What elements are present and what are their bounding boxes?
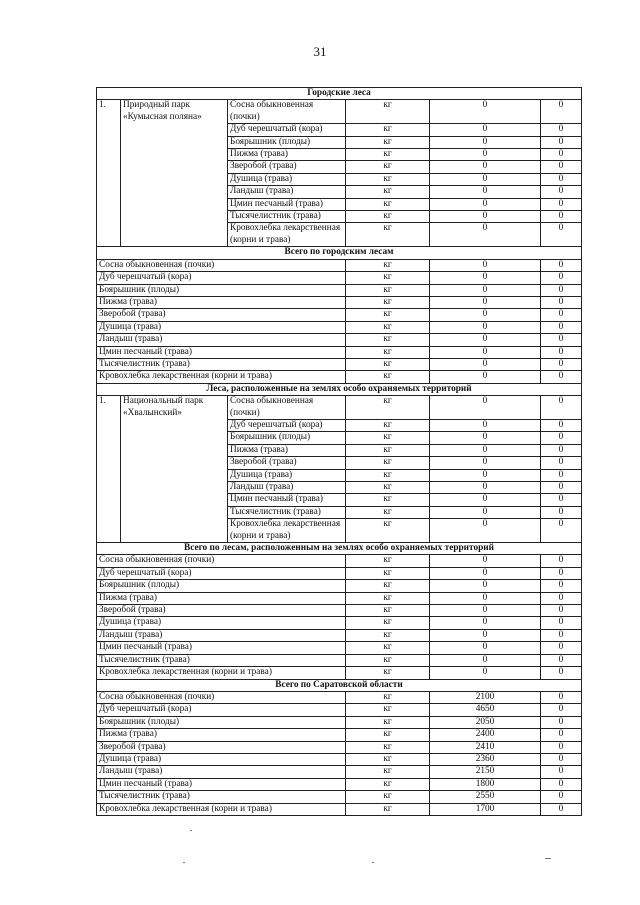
value-cell: 0 (541, 272, 582, 284)
value-cell: 0 (430, 642, 541, 654)
item-name: Боярышник (плоды) (228, 432, 346, 444)
item-name: Ландыш (трава) (97, 766, 346, 778)
table-row (97, 371, 582, 383)
value-cell: 0 (541, 444, 582, 456)
item-name: Дуб черешчатый (кора) (97, 272, 346, 284)
unit-cell: кг (346, 223, 430, 247)
item-name: Сосна обыкновенная (почки) (97, 691, 346, 703)
value-cell: 2050 (430, 716, 541, 728)
value-cell: 0 (541, 432, 582, 444)
item-name: Ландыш (трава) (97, 629, 346, 641)
value-cell: 2150 (430, 766, 541, 778)
unit-cell: кг (346, 198, 430, 210)
value-cell: 0 (541, 358, 582, 370)
table-row (97, 629, 582, 641)
unit-cell: кг (346, 729, 430, 741)
section-heading: Всего по городским лесам (97, 247, 582, 259)
value-cell: 0 (541, 396, 582, 420)
value-cell: 0 (430, 100, 541, 124)
park-name: Национальный парк «Хвалынский» (121, 396, 228, 543)
table-row (97, 766, 582, 778)
unit-cell: кг (346, 592, 430, 604)
value-cell: 0 (430, 432, 541, 444)
value-cell: 0 (541, 617, 582, 629)
value-cell: 0 (430, 494, 541, 506)
item-name: Зверобой (трава) (97, 605, 346, 617)
value-cell: 0 (541, 519, 582, 543)
item-name: Боярышник (плоды) (97, 284, 346, 296)
value-cell: 1700 (430, 803, 541, 815)
unit-cell: кг (346, 173, 430, 185)
item-name: Пижма (трава) (97, 592, 346, 604)
value-cell: 0 (430, 173, 541, 185)
table-row (97, 778, 582, 790)
section-heading-row (97, 383, 582, 395)
value-cell: 0 (430, 419, 541, 431)
value-cell: 0 (541, 778, 582, 790)
unit-cell: кг (346, 778, 430, 790)
value-cell: 0 (541, 506, 582, 518)
unit-cell: кг (346, 457, 430, 469)
item-name: Кровохлебка лекарственная (корни и трава) (97, 371, 346, 383)
table-body (97, 88, 582, 816)
value-cell: 0 (541, 716, 582, 728)
value-cell: 0 (430, 309, 541, 321)
value-cell: 0 (430, 136, 541, 148)
value-cell: 0 (430, 272, 541, 284)
value-cell: 0 (430, 592, 541, 604)
value-cell: 0 (430, 223, 541, 247)
value-cell: 0 (541, 149, 582, 161)
section-heading-row (97, 88, 582, 100)
unit-cell: кг (346, 791, 430, 803)
value-cell: 0 (541, 654, 582, 666)
value-cell: 0 (430, 444, 541, 456)
unit-cell: кг (346, 444, 430, 456)
value-cell: 0 (541, 766, 582, 778)
table-row (97, 259, 582, 271)
table-row (97, 346, 582, 358)
item-name: Боярышник (плоды) (228, 136, 346, 148)
table-row (97, 803, 582, 815)
item-name: Сосна обыкновенная (почки) (97, 259, 346, 271)
table-row (97, 716, 582, 728)
unit-cell: кг (346, 642, 430, 654)
item-name: Дуб черешчатый (кора) (228, 419, 346, 431)
item-name: Сосна обыкновенная (почки) (228, 100, 346, 124)
value-cell: 0 (541, 605, 582, 617)
row-number: 1. (97, 396, 121, 543)
value-cell: 0 (430, 334, 541, 346)
item-name: Боярышник (плоды) (97, 580, 346, 592)
table-row (97, 100, 582, 124)
table-row (97, 753, 582, 765)
table-row (97, 592, 582, 604)
unit-cell: кг (346, 519, 430, 543)
item-name: Ландыш (трава) (228, 482, 346, 494)
unit-cell: кг (346, 803, 430, 815)
total-heading-row (97, 247, 582, 259)
unit-cell: кг (346, 704, 430, 716)
total-heading-row (97, 543, 582, 555)
unit-cell: кг (346, 469, 430, 481)
value-cell: 0 (541, 791, 582, 803)
item-name: Кровохлебка лекарственная (корни и трава) (97, 803, 346, 815)
item-name: Тысячелистник (трава) (228, 506, 346, 518)
value-cell: 0 (430, 211, 541, 223)
unit-cell: кг (346, 284, 430, 296)
item-name: Цмин песчаный (трава) (97, 346, 346, 358)
unit-cell: кг (346, 432, 430, 444)
item-name: Сосна обыкновенная (почки) (228, 396, 346, 420)
value-cell: 0 (541, 100, 582, 124)
item-name: Дуб черешчатый (кора) (97, 704, 346, 716)
value-cell: 0 (541, 161, 582, 173)
item-name: Пижма (трава) (228, 444, 346, 456)
unit-cell: кг (346, 605, 430, 617)
value-cell: 0 (430, 457, 541, 469)
item-name: Зверобой (трава) (97, 741, 346, 753)
unit-cell: кг (346, 321, 430, 333)
table-row (97, 791, 582, 803)
value-cell: 0 (541, 173, 582, 185)
value-cell: 0 (430, 259, 541, 271)
value-cell: 2400 (430, 729, 541, 741)
section-heading: Леса, расположенные на землях особо охраняемых территорий (97, 383, 582, 395)
value-cell: 0 (541, 259, 582, 271)
unit-cell: кг (346, 186, 430, 198)
unit-cell: кг (346, 555, 430, 567)
row-number: 1. (97, 100, 121, 247)
unit-cell: кг (346, 371, 430, 383)
value-cell: 0 (541, 567, 582, 579)
unit-cell: кг (346, 100, 430, 124)
value-cell: 0 (430, 346, 541, 358)
unit-cell: кг (346, 149, 430, 161)
value-cell: 0 (430, 506, 541, 518)
table-row (97, 605, 582, 617)
value-cell: 2550 (430, 791, 541, 803)
value-cell: 0 (541, 704, 582, 716)
table-row (97, 667, 582, 679)
item-name: Цмин песчаный (трава) (228, 494, 346, 506)
value-cell: 0 (541, 555, 582, 567)
table-row (97, 654, 582, 666)
table-row (97, 642, 582, 654)
item-name: Цмин песчаный (трава) (97, 778, 346, 790)
table-row (97, 358, 582, 370)
table-row (97, 617, 582, 629)
value-cell: 0 (541, 419, 582, 431)
table-row (97, 272, 582, 284)
table-row (97, 567, 582, 579)
value-cell: 0 (541, 469, 582, 481)
value-cell: 0 (541, 482, 582, 494)
unit-cell: кг (346, 161, 430, 173)
unit-cell: кг (346, 259, 430, 271)
value-cell: 0 (541, 691, 582, 703)
item-name: Душица (трава) (97, 321, 346, 333)
item-name: Душица (трава) (97, 753, 346, 765)
table-row (97, 704, 582, 716)
value-cell: 0 (430, 149, 541, 161)
item-name: Ландыш (трава) (97, 334, 346, 346)
item-name: Цмин песчаный (трава) (228, 198, 346, 210)
value-cell: 0 (430, 567, 541, 579)
value-cell: 0 (541, 494, 582, 506)
value-cell: 0 (541, 803, 582, 815)
table-row (97, 555, 582, 567)
unit-cell: кг (346, 617, 430, 629)
item-name: Зверобой (трава) (97, 309, 346, 321)
value-cell: 0 (430, 186, 541, 198)
unit-cell: кг (346, 691, 430, 703)
value-cell: 0 (541, 729, 582, 741)
value-cell: 0 (541, 223, 582, 247)
value-cell: 0 (541, 642, 582, 654)
value-cell: 0 (430, 482, 541, 494)
section-heading: Всего по лесам, расположенным на землях особо охраняемых территорий (97, 543, 582, 555)
item-name: Дуб черешчатый (кора) (97, 567, 346, 579)
value-cell: 0 (541, 629, 582, 641)
item-name: Тысячелистник (трава) (97, 358, 346, 370)
table-row (97, 691, 582, 703)
table-row (97, 321, 582, 333)
value-cell: 0 (430, 667, 541, 679)
page-number: 31 (313, 44, 327, 59)
value-cell: 0 (430, 629, 541, 641)
table-row (97, 396, 582, 420)
unit-cell: кг (346, 334, 430, 346)
item-name: Зверобой (трава) (228, 457, 346, 469)
value-cell: 2360 (430, 753, 541, 765)
value-cell: 0 (430, 580, 541, 592)
item-name: Сосна обыкновенная (почки) (97, 555, 346, 567)
unit-cell: кг (346, 396, 430, 420)
value-cell: 0 (541, 309, 582, 321)
value-cell: 1800 (430, 778, 541, 790)
value-cell: 4650 (430, 704, 541, 716)
table-row (97, 284, 582, 296)
unit-cell: кг (346, 211, 430, 223)
value-cell: 0 (541, 321, 582, 333)
unit-cell: кг (346, 419, 430, 431)
item-name: Кровохлебка лекарственная (корни и трава) (97, 667, 346, 679)
value-cell: 0 (541, 136, 582, 148)
value-cell: 0 (541, 580, 582, 592)
item-name: Душица (трава) (228, 469, 346, 481)
value-cell: 2410 (430, 741, 541, 753)
value-cell: 0 (430, 124, 541, 136)
value-cell: 0 (541, 371, 582, 383)
unit-cell: кг (346, 667, 430, 679)
value-cell: 0 (430, 617, 541, 629)
value-cell: 0 (430, 321, 541, 333)
unit-cell: кг (346, 136, 430, 148)
table-row (97, 309, 582, 321)
table-row (97, 334, 582, 346)
value-cell: 0 (541, 211, 582, 223)
unit-cell: кг (346, 358, 430, 370)
value-cell: 0 (541, 296, 582, 308)
item-name: Кровохлебка лекарственная (корни и трава) (228, 519, 346, 543)
value-cell: 0 (541, 753, 582, 765)
unit-cell: кг (346, 124, 430, 136)
section-heading: Городские леса (97, 88, 582, 100)
value-cell: 0 (430, 469, 541, 481)
value-cell: 0 (541, 592, 582, 604)
unit-cell: кг (346, 506, 430, 518)
table-row (97, 741, 582, 753)
value-cell: 2100 (430, 691, 541, 703)
item-name: Пижма (трава) (97, 729, 346, 741)
value-cell: 0 (430, 654, 541, 666)
item-name: Цмин песчаный (трава) (97, 642, 346, 654)
unit-cell: кг (346, 580, 430, 592)
value-cell: 0 (541, 346, 582, 358)
unit-cell: кг (346, 716, 430, 728)
item-name: Пижма (трава) (97, 296, 346, 308)
value-cell: 0 (541, 741, 582, 753)
value-cell: 0 (541, 186, 582, 198)
item-name: Тысячелистник (трава) (97, 791, 346, 803)
unit-cell: кг (346, 494, 430, 506)
value-cell: 0 (430, 198, 541, 210)
unit-cell: кг (346, 296, 430, 308)
unit-cell: кг (346, 766, 430, 778)
value-cell: 0 (430, 371, 541, 383)
value-cell: 0 (541, 124, 582, 136)
item-name: Душица (трава) (228, 173, 346, 185)
item-name: Зверобой (трава) (228, 161, 346, 173)
table-row (97, 296, 582, 308)
value-cell: 0 (541, 457, 582, 469)
unit-cell: кг (346, 654, 430, 666)
table-row (97, 729, 582, 741)
item-name: Кровохлебка лекарственная (корни и трава) (228, 223, 346, 247)
unit-cell: кг (346, 567, 430, 579)
value-cell: 0 (430, 296, 541, 308)
item-name: Пижма (трава) (228, 149, 346, 161)
region-heading-row (97, 679, 582, 691)
value-cell: 0 (430, 605, 541, 617)
item-name: Боярышник (плоды) (97, 716, 346, 728)
forest-resources-table (96, 87, 582, 816)
value-cell: 0 (430, 161, 541, 173)
unit-cell: кг (346, 309, 430, 321)
value-cell: 0 (541, 334, 582, 346)
value-cell: 0 (430, 555, 541, 567)
value-cell: 0 (541, 284, 582, 296)
item-name: Дуб черешчатый (кора) (228, 124, 346, 136)
section-heading: Всего по Саратовской области (97, 679, 582, 691)
table-row (97, 580, 582, 592)
park-name: Природный парк «Кумысная поляна» (121, 100, 228, 247)
value-cell: 0 (430, 284, 541, 296)
unit-cell: кг (346, 741, 430, 753)
unit-cell: кг (346, 629, 430, 641)
value-cell: 0 (430, 358, 541, 370)
item-name: Ландыш (трава) (228, 186, 346, 198)
item-name: Тысячелистник (трава) (228, 211, 346, 223)
unit-cell: кг (346, 753, 430, 765)
item-name: Душица (трава) (97, 617, 346, 629)
value-cell: 0 (430, 396, 541, 420)
value-cell: 0 (541, 198, 582, 210)
item-name: Тысячелистник (трава) (97, 654, 346, 666)
value-cell: 0 (541, 667, 582, 679)
unit-cell: кг (346, 346, 430, 358)
unit-cell: кг (346, 272, 430, 284)
unit-cell: кг (346, 482, 430, 494)
value-cell: 0 (430, 519, 541, 543)
